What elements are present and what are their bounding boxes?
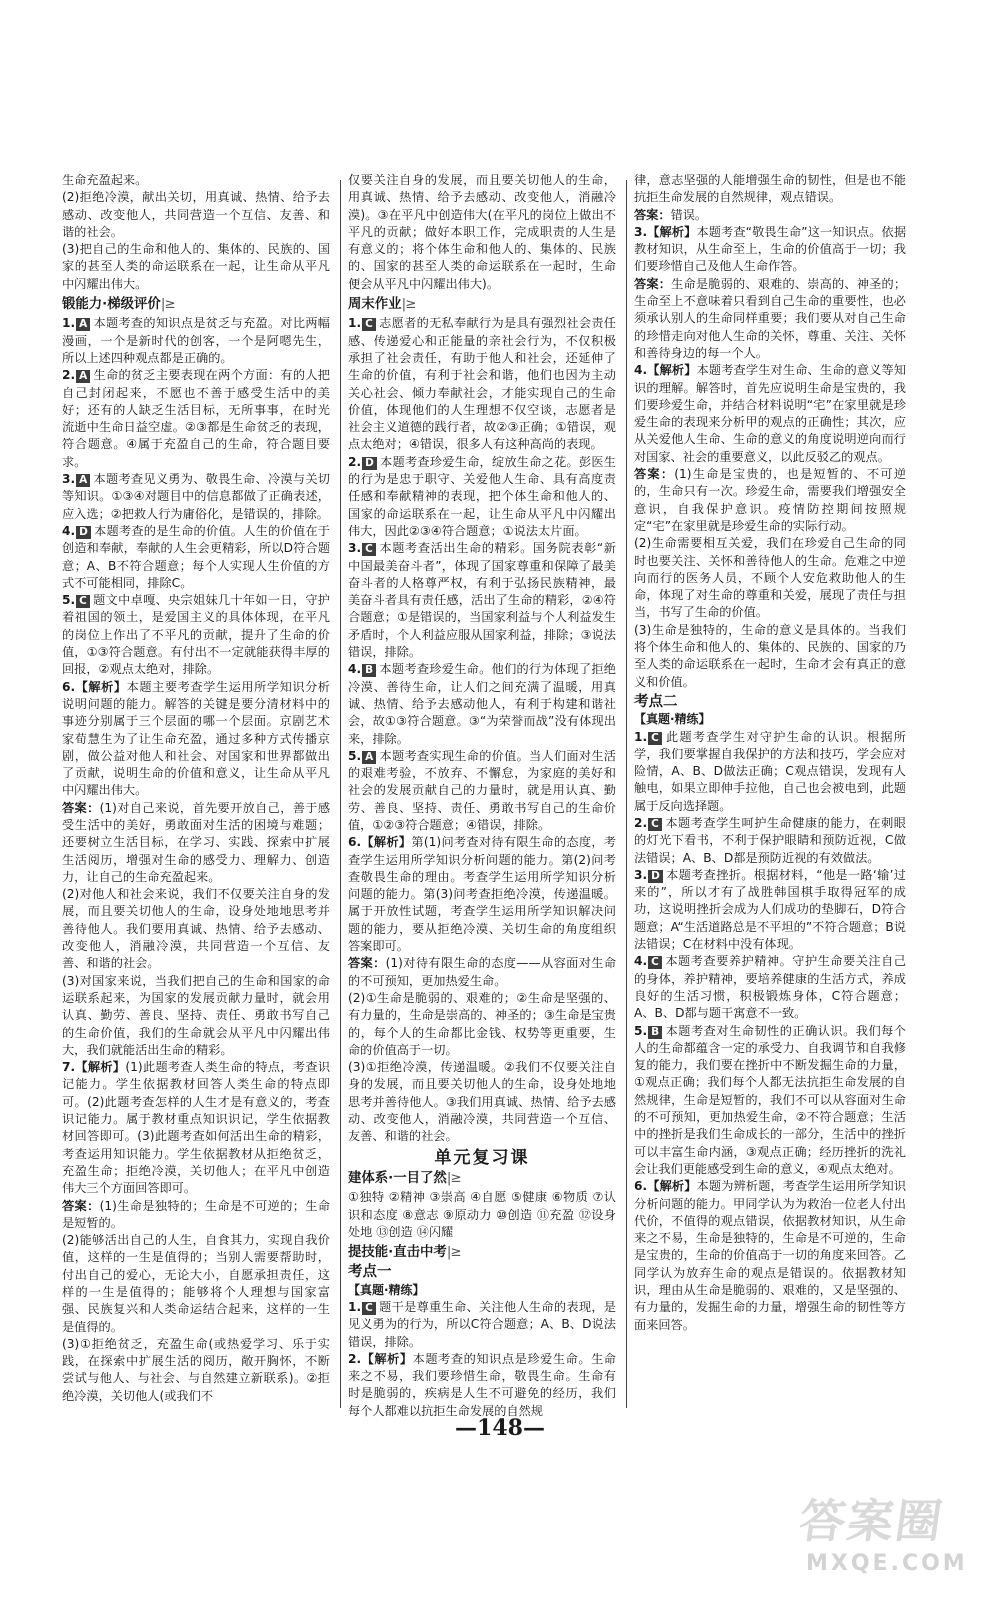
answer-paragraph [634, 466, 906, 535]
question-number: 4. [348, 662, 362, 677]
answer-label: 【解析】 [647, 363, 697, 378]
answer-choice-badge: C [648, 818, 662, 831]
answer-label: 答案： [634, 276, 672, 291]
answer-paragraph [634, 362, 906, 466]
question-number: 1. [348, 316, 362, 331]
answer-paragraph [62, 241, 330, 293]
answer-paragraph [348, 1059, 616, 1145]
section-heading-text: 建体系·一目了然 [348, 1170, 447, 1186]
answer-paragraph [62, 679, 330, 800]
paragraph-text: 生命的贫乏主要表现在两个方面：有的人把自己封闭起来，不愿也不善于感受生活中的美好；还有的人缺乏生活目标，无所事事，在时光流逝中生命日益空虚。②③都是生命贫乏的表现，符合题意。④属于充盈自己的生命，符合题目要求。 [62, 368, 330, 469]
question-number: 4. [634, 363, 648, 378]
section-heading [62, 296, 330, 313]
watermark-url: MXQE.COM [806, 1551, 968, 1576]
paragraph-text: 本题考查活出生命的精彩。国务院表彰“新中国最美奋斗者”，体现了国家尊重和保障了最美奋斗者的人格尊严权，有利于弘扬民族精神，最美奋斗者具有责任感，活出了生命的精彩，②④符合题意；①是错误的，当国家利益与个人利益发生矛盾时，个人利益应服从国家利益，排除；③说法错误，排除。 [348, 541, 616, 660]
answer-paragraph [62, 592, 330, 678]
paragraph-text: (2)能够活出自己的人生，自食其力，实现自我价值，这样的一生是值得的；当别人需要帮助时，付出自己的爱心，无论大小，自愿承担责任，这样的一生是值得的；能够将个人理想与国家富强、民族复兴和人类命运结合起来，这样的一生是值得的。 [62, 1233, 330, 1334]
question-number: 5. [62, 593, 76, 608]
answer-paragraph [634, 867, 906, 953]
answer-paragraph [634, 276, 906, 362]
paragraph-text: (1)此题考查人类生命的特点，考查识记能力。学生依据教材回答人类生命的特点即可。(2)此题考查怎样的人生才是有意义的，考查识记能力。属于教材重点知识识记，学生依据教材回答即可。(3)此题考查如何活出生命的精彩，考查运用知识能力。学生依据教材从拒绝贫乏，充盈生命；拒绝冷漠，关切他人；在平凡中创造伟大三个方面回答即可。 [62, 1060, 331, 1196]
section-heading-mark: |≥ [446, 1245, 461, 1261]
paragraph-text: 本题考查学生对生命、生命的意义等知识的理解。解答时，首先应说明生命是宝贵的，我们要珍爱生命，并结合材料说明“宅”在家里就是珍爱生命的表现来分析甲的观点的正确性；其次，应从关爱他人生命、生命的意义的角度说明逆向而行对国家、社会的重要意义，以此反驳乙的观点。 [634, 363, 907, 464]
answer-choice-badge: A [76, 370, 90, 383]
paragraph-text: 生命是脆弱的、艰难的、崇高的、神圣的；生命至上不意味着只看到自己生命的重要性，也必须承认别人的生命同样重要；我们要从对自己生命的珍惜走向对他人生命的关怀，尊重、关注、关怀和善待身边的每一个人。 [634, 276, 907, 360]
answer-paragraph [62, 973, 330, 1059]
question-number: 4. [634, 954, 648, 969]
paragraph-text: 本题考查珍爱生命，绽放生命之花。彭医生的行为是忠于职守、关爱他人生命、具有高度责任感和奉献精神的表现，把个体生命和他人的、国家的命运联系在一起，让生命从平凡中闪耀出伟大，因此②③④符合题意；①说法太片面。 [348, 454, 616, 538]
paragraph-text: 错误。 [670, 207, 708, 222]
answer-label: 【解析】 [647, 224, 697, 239]
section-heading-mark: |≥ [160, 297, 175, 313]
answer-paragraph [634, 172, 906, 207]
column-divider-2 [626, 180, 627, 1408]
paragraph-text: 题干是尊重生命、关注他人生命的表现，是见义勇为的行为，所以C符合题意；A、B、D说法错误，排除。 [348, 1300, 616, 1349]
answer-paragraph [634, 953, 906, 1022]
answer-paragraph [62, 886, 330, 972]
answer-label: 【解析】 [361, 1351, 413, 1366]
answer-choice-badge: D [648, 870, 663, 883]
question-number: 1. [62, 316, 76, 331]
column-divider-1 [340, 180, 341, 1408]
answer-page [62, 172, 982, 1422]
paragraph-text: 本题考查要养护精神。守护生命要关注自己的身体，养护精神，要培养健康的生活方式，养成良好的生活习惯，积极锻炼身体，C符合题意；A、B、D都与题干寓意不一致。 [634, 954, 906, 1021]
section-heading-text: 锻能力·梯级评价 [62, 297, 161, 313]
answer-paragraph [348, 748, 616, 834]
paragraph-text: 律，意志坚强的人能增强生命的韧性，但是也不能抗拒生命发展的自然规律，观点错误。 [634, 173, 906, 205]
paragraph-text: (1)对自己来说，首先要开放自己，善于感受生活中的美好，勇敢面对生活的困境与难题；还要树立生活目标，在学习、实践、探索中扩展生活阅历，增强对生命的感受力、理解力、创造力，让自己的生命充盈起来。 [62, 800, 331, 884]
paragraph-text: 生命充盈起来。 [62, 173, 148, 187]
paragraph-text: (1)生命是宝贵的，也是短暂的、不可逆的，生命只有一次。珍爱生命，需要我们增强安全意识，自我保护意识。疫情防控期间按照规定“宅”在家里就是珍爱生命的实际行动。 [634, 467, 907, 533]
question-number: 3. [634, 224, 648, 239]
question-number: 6. [348, 835, 362, 850]
answer-paragraph [634, 1178, 906, 1334]
answer-paragraph [348, 955, 616, 990]
answer-paragraph [348, 661, 616, 747]
paragraph-text: (2)对他人和社会来说，我们不仅要关注自身的发展，而且要关切他人的生命，设身处地地思考并善待他人。我们要用真诚、热情、给予去感动、改变他人，消融冷漠，共同营造一个互信、友善、和谐的社会。 [62, 887, 330, 971]
answer-choice-badge: C [362, 1302, 376, 1315]
answer-choice-badge: A [362, 751, 376, 764]
answer-paragraph [348, 540, 616, 661]
column-middle [348, 172, 616, 1420]
paragraph-text: 志愿者的无私奉献行为是具有强烈社会责任感、传递爱心和正能量的亲社会行为，不仅积极承担了社会责任，有助于他人和社会，还延伸了生命的价值，有利于社会和谐，他们也因为主动关心社会、倾力奉献社会，才能实现自己的生命价值，体现他们的人生理想不仅空谈，志愿者是社会主义道德的践行者，故②③正确；①错误，观点太绝对；④错误，很多人有这种高尚的表现。 [348, 316, 616, 452]
answer-label: 【解析】 [75, 679, 127, 694]
answer-paragraph [62, 523, 330, 592]
answer-paragraph [634, 1023, 906, 1179]
answer-label: 答案： [348, 956, 386, 971]
question-number: 4. [62, 523, 76, 538]
paragraph-text: 本题考查见义勇为、敬畏生命、冷漠与关切等知识。①③④对题目中的信息都做了正确表述，应入选；②把救人行为庸俗化，是错误的，排除。 [62, 472, 330, 521]
answer-choice-badge: A [76, 318, 90, 331]
answer-paragraph [62, 367, 330, 471]
answer-label: 答案： [634, 207, 671, 222]
paragraph-text: 本题考查珍爱生命。他们的行为体现了拒绝冷漠、善待生命，让人们之间充满了温暖，用真诚、热情、给予去感动他人，有利于构建和谐社会，故①③符合题意。③“为荣誉而战”没有体现出来，排除。 [348, 662, 616, 746]
answer-choice-badge: C [648, 732, 662, 745]
paragraph-text: 本题考查的是生命的价值。人生的价值在于创造和奉献，奉献的人生会更精彩，所以D符合题意；A、B不符合题意；每个人实现人生价值的方式不可能相同，排除C。 [62, 523, 330, 590]
paragraph-text: 本题考查“敬畏生命”这一知识点。依据教材知识，从生命至上，生命的价值高于一切；我们要珍惜自己及他人生命作答。 [634, 224, 907, 274]
section-heading-mark: |≥ [401, 297, 416, 313]
paragraph-text: 本题考查对生命韧性的正确认识。我们每个人的生命都蕴含一定的承受力、自我调节和自我修复的能力，我们要在挫折中不断发掘生命的力量，①观点正确；我们每个人都无法抗拒生命发展的自然规律，生命是短暂的，我们不可以从容面对生命的不可预知，更加热爱生命，②不符合题意；生活中的挫折是我们生命成长的一部分，生活中的挫折可以丰富生命内涵，③观点正确；经历挫折的洗礼会让我们更能感受到生命的意义，④观点太绝对。 [634, 1023, 906, 1176]
section-heading [348, 1170, 616, 1187]
question-number: 2. [62, 368, 76, 383]
answer-paragraph [348, 834, 616, 955]
question-number: 5. [634, 1023, 648, 1038]
paragraph-text: (3)把自己的生命和他人的、集体的、民族的、国家的甚至人类的命运联系在一起，让生命从平凡中闪耀出伟大。 [62, 242, 330, 291]
section-heading [348, 1244, 616, 1261]
answer-paragraph [348, 454, 616, 540]
answer-label: 【解析】 [361, 835, 412, 850]
answer-choice-badge: C [648, 956, 662, 969]
answer-paragraph [62, 1198, 330, 1233]
paragraph-text: (1)对待有限生命的态度——从容面对生命的不可预知，更加热爱生命。 [348, 956, 617, 988]
answer-paragraph [62, 189, 330, 241]
exam-point-heading: 考点一 [348, 1264, 392, 1281]
answer-label: 【解析】 [647, 1179, 697, 1194]
answer-label: 答案： [62, 1198, 100, 1213]
question-number: 2. [348, 1351, 362, 1366]
answer-paragraph [348, 1299, 616, 1351]
paragraph-text: 本题为辨析题，考查学生运用所学知识分析问题的能力。甲同学认为为救治一位老人付出代价，不值得的观点错误，依据教材知识，从生命来之不易，生命是独特的，生命是不可逆的，生命是宝贵的，生命的价值高于一切的角度来回答。乙同学认为放弃生命的观点是错误的。依据教材知识，理由从生命是脆弱的、艰难的，又是坚强的、有力量的，发掘生命的力量，增强生命的韧性等方面来回答。 [634, 1179, 907, 1332]
question-number: 2. [634, 815, 648, 830]
page-number: —148— [455, 1415, 545, 1441]
paragraph-text: (1)生命是独特的；生命是不可逆的；生命是短暂的。 [62, 1198, 331, 1230]
answer-paragraph [62, 1059, 330, 1197]
paragraph-text: (3)①拒绝冷漠，传递温暖。②我们不仅要关注自身的发展，而且要关切他人的生命，设身处地地思考并善待他人。③我们用真诚、热情、给予去感动、改变他人，消融冷漠，共同营造一个互信、友善、和谐的社会。 [348, 1060, 616, 1144]
paragraph-text: 本题考查的知识点是贫乏与充盈。对比两幅漫画，一个是新时代的创客，一个是阿嗯先生，所以上述四种观点都是正确的。 [62, 316, 330, 365]
question-number: 1. [348, 1300, 362, 1314]
answer-paragraph [348, 1351, 616, 1420]
paragraph-text: (3)①拒绝贫乏，充盈生命(或热爱学习、乐于实践，在探索中扩展生活的阅历，敞开胸怀，不断尝试与他人、与社会、与自然建立新联系)。②拒绝冷漠，关切他人(或我们不 [62, 1336, 330, 1403]
answer-label: 答案： [634, 467, 675, 482]
answer-choice-badge: C [362, 543, 376, 556]
question-number: 3. [634, 867, 648, 882]
answer-choice-badge: A [76, 474, 90, 487]
answer-paragraph [62, 315, 330, 367]
paragraph-text: 本题主要考查学生运用所学知识分析说明问题的能力。解答的关键是要分清材料中的事迹分别属于三个层面的哪一个层面。京剧艺术家荀慧生为了让生命充盈，通过多种方式传播京剧，做公益对他人和社会、对国家和世界都做出了贡献，说明生命的价值和意义，让生命从平凡中闪耀出伟大。 [62, 679, 330, 798]
answer-paragraph [634, 535, 906, 621]
sub-heading: 【真题·精练】 [634, 712, 711, 727]
paragraph-text: 题文中卓嘎、央宗姐妹几十年如一日，守护着祖国的领土，是爱国主义的具体体现，在平凡的岗位上作出了不平凡的贡献，提升了生命的价值，①③符合题意。有付出不一定就能获得丰厚的回报，②观点太绝对，排除。 [62, 593, 330, 677]
question-number: 2. [348, 454, 362, 469]
answer-choice-badge: D [362, 457, 377, 470]
paragraph-text: ①独特 ②精神 ③崇高 ④自愿 ⑤健康 ⑥物质 ⑦认识和态度 ⑧意志 ⑨原动力 ⑩创造 ⑪充盈 ⑫设身处地 ⑬创造 ⑭闪耀 [348, 1190, 616, 1239]
section-heading-mark: |≥ [446, 1170, 461, 1186]
watermark [790, 1485, 990, 1595]
answer-choice-badge: C [362, 318, 376, 331]
answer-choice-badge: B [362, 664, 376, 677]
answer-paragraph [62, 1336, 330, 1405]
column-left [62, 172, 330, 1405]
answer-paragraph [62, 471, 330, 523]
section-heading-text: 提技能·直击中考 [348, 1245, 447, 1261]
question-number: 6. [62, 679, 76, 694]
paragraph-text: (3)生命是独特的，生命的意义是具体的。当我们将个体生命和他人的、集体的、民族的、国家的乃至人类的命运联系在一起时，生命才会有真正的意义和价值。 [634, 622, 906, 689]
paragraph-text: 第(1)问考查对待有限生命的态度，考查学生运用所学知识分析问题的能力。第(2)问考查敬畏生命的理由。考查学生运用所学知识分析问题的能力。第(3)问考查拒绝冷漠，传递温暖。属于开放性试题，考查学生运用所学知识解决问题的能力，要从拒绝冷漠、关切生命的角度组织答案即可。 [348, 835, 617, 954]
watermark-logo: 答案圈 [795, 1494, 948, 1548]
question-number: 5. [348, 748, 362, 763]
answer-label: 【解析】 [75, 1060, 126, 1075]
section-heading [348, 296, 616, 313]
paragraph-text: 仅要关注自身的发展，而且要关切他人的生命，用真诚、热情、给予去感动、改变他人，消融冷漠)。③在平凡中创造伟大(在平凡的岗位上做出不平凡的贡献；做好本职工作，完成职责的人生是有意义的；将个体生命和他人的、集体的、民族的、国家的甚至人类的命运联系在一起时，生命便会从平凡中闪耀出伟大)。 [348, 173, 616, 291]
column-right [634, 172, 906, 1334]
unit-title: 单元复习课 [434, 1147, 530, 1168]
answer-paragraph [348, 172, 616, 293]
paragraph-text: 本题考查学生呵护生命健康的能力，在刺眼的灯光下看书，不利于保护眼睛和预防近视，C做法错误；A、B、D都是预防近视的有效做法。 [634, 815, 906, 865]
sub-heading: 【真题·精练】 [348, 1282, 425, 1297]
question-number: 6. [634, 1179, 648, 1194]
paragraph-text: (2)①生命是脆弱的、艰难的；②生命是坚强的、有力量的，生命是崇高的、神圣的；③生命是宝贵的，每个人的生命都比金钱、权势等更重要，生命的价值高于一切。 [348, 990, 616, 1057]
answer-choice-badge: B [648, 1026, 662, 1039]
paragraph-text: (2)生命需要相互关爱，我们在珍爱自己生命的同时也要关注、关怀和善待他人的生命。危难之中逆向而行的医务人员，不顾个人安危救助他人的生命，体现了对生命的尊重和关爱，展现了责任与担当，书写了生命的价值。 [634, 536, 906, 620]
paragraph-text: (3)对国家来说，当我们把自己的生命和国家的命运联系起来，为国家的发展贡献力量时，就会用认真、勤劳、善良、坚持、责任、勇敢书写自己的生命价值，我们的生命就会从平凡中闪耀出伟大，我们就能活出生命的精彩。 [62, 973, 330, 1057]
section-heading-text: 周末作业 [348, 297, 402, 313]
question-number: 3. [62, 472, 76, 487]
answer-paragraph [348, 1189, 616, 1241]
paragraph-text: 此题考查学生对守护生命的认识。根据所学，我们要掌握自我保护的方法和技巧，学会应对险情，A、B、D做法正确；C观点错误，发现有人触电，如果立即伸手拉他，自己也会被电到，此题属于反向选择题。 [634, 729, 906, 813]
paragraph-text: 本题考查的知识点是珍爱生命。生命来之不易，我们要珍惜生命，敬畏生命。生命有时是脆弱的，疾病是人生不可避免的经历，我们每个人都难以抗拒生命发展的自然规 [348, 1351, 616, 1418]
answer-choice-badge: D [76, 526, 91, 539]
answer-paragraph [62, 800, 330, 886]
paragraph-text: 本题考查挫折。根据材料，“他是一路‘输’过来的”，所以才有了战胜韩国棋手取得冠军的成功，这说明挫折会成为人们成功的垫脚石，D符合题意；A“生活道路总是不平坦的”不符合题意；B说法错误；C在材料中没有体现。 [634, 867, 906, 952]
paragraph-text: (2)拒绝冷漠，献出关切，用真诚、热情、给予去感动、改变他人，共同营造一个互信、友善、和谐的社会。 [62, 190, 330, 239]
answer-paragraph [634, 622, 906, 691]
answer-paragraph [62, 1232, 330, 1336]
answer-paragraph [634, 729, 906, 815]
exam-point-heading: 考点二 [634, 693, 678, 710]
answer-paragraph [634, 224, 906, 276]
paragraph-text: 本题考查实现生命的价值。当人们面对生活的艰难考验，不放弃、不懈怠，为家庭的美好和社会的发展贡献自己的力量时，就是用认真、勤劳、善良、坚持、责任、勇敢书写自己的生命价值，①②③符合题意；④错误，排除。 [348, 748, 616, 832]
answer-paragraph [348, 315, 616, 453]
question-number: 7. [62, 1060, 76, 1075]
question-number: 3. [348, 541, 362, 556]
answer-choice-badge: C [76, 595, 90, 608]
answer-label: 答案： [62, 800, 100, 815]
question-number: 1. [634, 729, 648, 744]
answer-paragraph [348, 990, 616, 1059]
answer-paragraph [634, 207, 906, 224]
answer-paragraph [62, 172, 330, 189]
answer-paragraph [634, 815, 906, 867]
